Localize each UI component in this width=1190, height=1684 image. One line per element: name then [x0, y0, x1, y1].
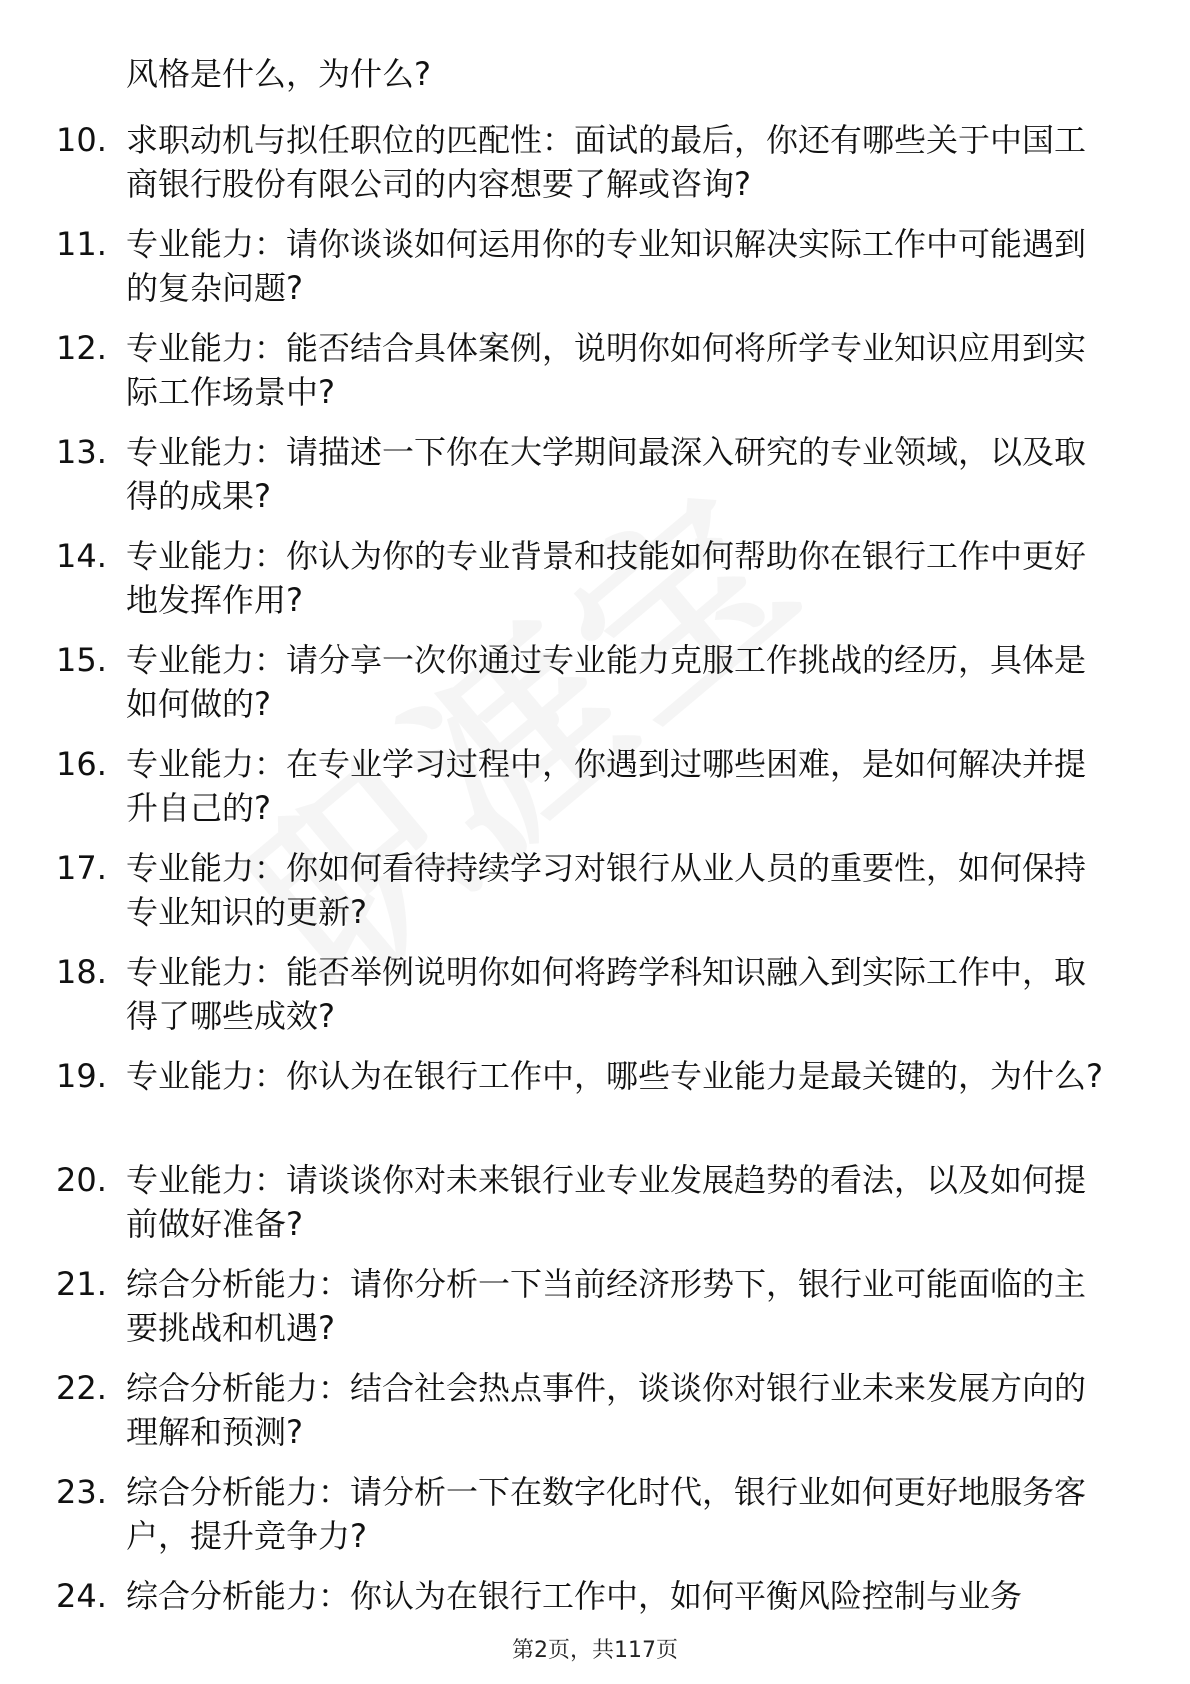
question-number: 21. [56, 1265, 107, 1303]
question-text: 综合分析能力：请分析一下在数字化时代，银行业如何更好地服务客户，提升竞争力? [126, 1473, 1087, 1555]
question-number: 23. [56, 1473, 107, 1511]
question-text: 综合分析能力：请你分析一下当前经济形势下，银行业可能面临的主要挑战和机遇? [126, 1265, 1087, 1347]
question-number: 11. [56, 225, 107, 263]
question-number: 14. [56, 537, 107, 575]
question-text: 综合分析能力：你认为在银行工作中，如何平衡风险控制与业务 [126, 1577, 1023, 1615]
question-number: 12. [56, 329, 107, 367]
question-text: 专业能力：在专业学习过程中，你遇到过哪些困难，是如何解决并提升自己的? [126, 745, 1087, 827]
question-number: 16. [56, 745, 107, 783]
question-text: 专业能力：请谈谈你对未来银行业专业发展趋势的看法，以及如何提前做好准备? [126, 1161, 1087, 1243]
question-item [0, 1054, 1190, 1142]
question-item [0, 1366, 1190, 1454]
question-text: 专业能力：你认为在银行工作中，哪些专业能力是最关键的，为什么? [126, 1057, 1103, 1095]
question-text: 综合分析能力：结合社会热点事件，谈谈你对银行业未来发展方向的理解和预测? [126, 1369, 1087, 1451]
question-text: 专业能力：请分享一次你通过专业能力克服工作挑战的经历，具体是如何做的? [126, 641, 1087, 723]
question-item [0, 638, 1190, 726]
question-item [0, 950, 1190, 1038]
question-text: 专业能力：你如何看待持续学习对银行从业人员的重要性，如何保持专业知识的更新? [126, 849, 1087, 931]
page-footer: 第2页，共117页 [512, 1638, 678, 1663]
question-number: 17. [56, 849, 107, 887]
question-list [0, 118, 1190, 1678]
question-item [0, 742, 1190, 830]
question-number: 15. [56, 641, 107, 679]
question-item [0, 1262, 1190, 1350]
question-number: 24. [56, 1577, 107, 1615]
question-item [0, 326, 1190, 414]
question-item [0, 534, 1190, 622]
question-text: 专业能力：你认为你的专业背景和技能如何帮助你在银行工作中更好地发挥作用? [126, 537, 1087, 619]
question-item [0, 118, 1190, 206]
question-number: 20. [56, 1161, 107, 1199]
question-text: 专业能力：请你谈谈如何运用你的专业知识解决实际工作中可能遇到的复杂问题? [126, 225, 1087, 307]
continuation-text: 风格是什么，为什么? [126, 55, 431, 93]
question-item [0, 430, 1190, 518]
question-number: 13. [56, 433, 107, 471]
question-number: 22. [56, 1369, 107, 1407]
question-item [0, 222, 1190, 310]
question-text: 专业能力：能否结合具体案例，说明你如何将所学专业知识应用到实际工作场景中? [126, 329, 1087, 411]
question-number: 18. [56, 953, 107, 991]
question-text: 专业能力：能否举例说明你如何将跨学科知识融入到实际工作中，取得了哪些成效? [126, 953, 1087, 1035]
question-text: 求职动机与拟任职位的匹配性：面试的最后，你还有哪些关于中国工商银行股份有限公司的内容想要了解或咨询? [126, 121, 1087, 203]
question-text: 专业能力：请描述一下你在大学期间最深入研究的专业领域，以及取得的成果? [126, 433, 1087, 515]
question-item [0, 1470, 1190, 1558]
question-number: 10. [56, 121, 107, 159]
question-number: 19. [56, 1057, 107, 1095]
question-item [0, 846, 1190, 934]
question-item [0, 1158, 1190, 1246]
